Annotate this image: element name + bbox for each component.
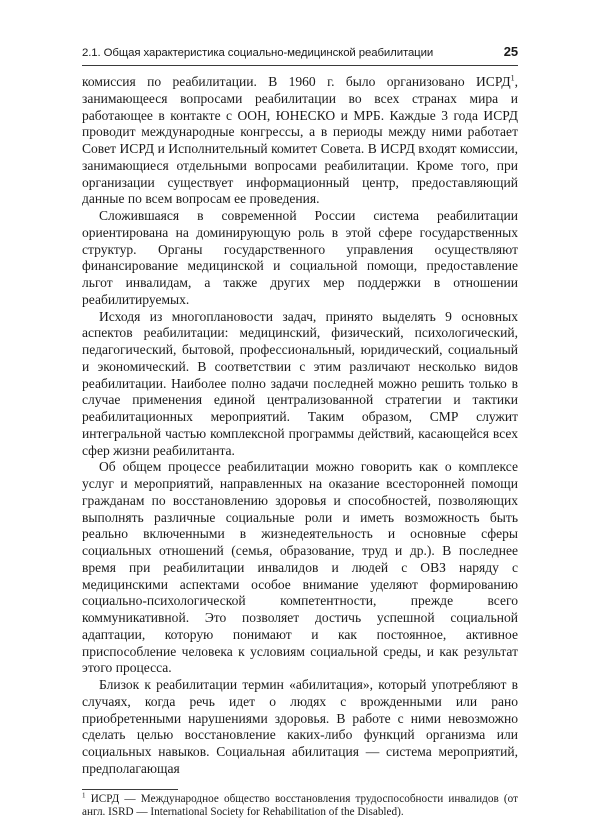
- paragraph-4: Об общем процессе реабилитации можно говорить как о комплексе услуг и мероприятий, направленных на оказание всесторонней помощи гражданам по восстановлению здоровья и способностей, позволяющих выполнять различные социальные роли и иметь возможность быть реально включенными в жизнедеятельность и основные сферы социальных отношений (семья, образование, труд и др.). В последнее время при реабилитации инвалидов и людей с ОВЗ наряду с медицинскими аспектами особое внимание уделяют формированию социально-психологической компетентности, прежде всего коммуникативной. Это позволяет достичь успешной социальной адаптации, которую понимают и как постоянное, активное приспособление человека к условиям социальной среды, и как результат этого процесса.: [82, 459, 518, 676]
- footnote-text: ИСРД — Международное общество восстановления трудоспособности инвалидов (от англ. ISRD — International Society for Rehabilitation of the Disabled).: [82, 792, 518, 818]
- page-number: 25: [503, 44, 518, 59]
- paragraph-2: Сложившаяся в современной России система реабилитации ориентирована на доминирующую роль в этой сфере государственных структур. Органы государственного управления осуществляют финансирование медицинской и социальной помощи, предоставление льгот инвалидам, а также других мер поддержки в отношении реабилитируемых.: [82, 208, 518, 307]
- footnote-divider: [82, 789, 178, 790]
- paragraph-5: Близок к реабилитации термин «абилитация», который употребляют в случаях, когда речь идет о людях с врожденными или рано приобретенными нарушениями здоровья. В работе с ними невозможно сделать целью восстановление каких-либо функций организма или социальных навыков. Социальная абилитация — система мероприятий, предполагающая: [82, 677, 518, 776]
- running-header: [82, 44, 518, 66]
- section-title: 2.1. Общая характеристика социально-медицинской реабилитации: [82, 47, 434, 59]
- paragraph-1-start: комиссия по реабилитации. В 1960 г. было организовано ИСРД: [82, 74, 511, 89]
- body-text: [82, 74, 518, 778]
- footnote: [82, 790, 518, 820]
- book-page: [82, 44, 518, 820]
- footnote-reference: 1: [510, 73, 515, 83]
- paragraph-3: Исходя из многоплановости задач, принято выделять 9 основных аспектов реабилитации: медицинский, физический, психологический, педагогический, бытовой, профессиональный, юридический, социальный и экономический. В соответствии с этим различают несколько видов реабилитации. Наиболее полно задачи последней можно решить только в случае применения единой централизованной стратегии и тактики реабилитационных мероприятий. Таким образом, СМР служит интегральной частью комплексной программы действий, касающейся всех сфер жизни реабилитанта.: [82, 308, 518, 458]
- paragraph-1: [82, 74, 518, 208]
- paragraph-1-rest: , занимающееся вопросами реабилитации во всех странах мира и работающее в контакте с ООН, ЮНЕСКО и МРБ. Каждые 3 года ИСРД проводит международные конгрессы, а в периоды между ними работает Совет ИСРД и Исполнительный комитет Совета. В ИСРД входят комиссии, занимающиеся отдельными вопросами реабилитации. Кроме того, при организации существует информационный центр, предоставляющий данные по всем вопросам ее проведения.: [82, 74, 518, 207]
- footnote-marker: 1: [82, 790, 86, 799]
